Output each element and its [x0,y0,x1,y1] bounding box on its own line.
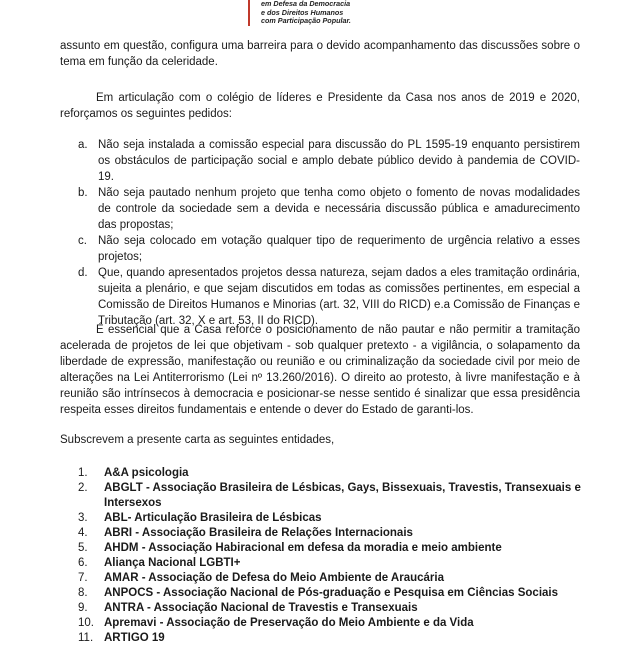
paragraph-top: assunto em questão, configura uma barreira para o devido acompanhamento das discussões sobre o tema em função da celeridade. [60,40,580,68]
entity-name: ABL- Articulação Brasileira de Lésbicas [104,512,322,524]
logo-mark [248,0,250,26]
request-text: Não seja instalada a comissão especial para discussão do PL 1595-19 enquanto persistirem os obstáculos de participação social e amplo debate público devido à pandemia de COVID-19. [98,139,580,183]
request-marker: c. [78,235,87,247]
request-text: Que, quando apresentados projetos dessa natureza, sejam dados a eles tramitação ordinária, sujeita a plenário, e que sejam discutidos em todas as comissões pertinentes, em especial a Comissão de Direitos Humanos e Minorias (art. 32, VIII do RICD) e.a Comissão de Finanças e Tributação (art. 32, X e art. 53, II do RICD). [98,267,580,327]
entity-number: 9. [78,602,88,614]
entity-number: 11. [78,632,94,644]
entity-number: 2. [78,482,88,494]
entity-item [78,526,598,541]
entity-name: ARTIGO 19 [104,632,165,644]
entity-number: 4. [78,527,88,539]
request-text: Não seja colocado em votação qualquer tipo de requerimento de urgência relativo a esses projetos; [98,235,580,263]
request-marker: a. [78,139,88,151]
request-marker: b. [78,187,88,199]
paragraph-intro: Em articulação com o colégio de líderes e Presidente da Casa nos anos de 2019 e 2020, reforçamos os seguintes pedidos: [60,92,580,120]
request-item [60,137,580,185]
entity-number: 8. [78,587,88,599]
entity-number: 3. [78,512,88,524]
request-list [60,137,580,329]
entity-name: ABGLT - Associação Brasileira de Lésbicas, Gays, Bissexuais, Travestis, Transexuais e Intersexos [104,482,581,509]
logo-line: e dos Direitos Humanos [261,7,344,17]
entity-item [78,601,598,616]
entity-item [78,481,598,511]
request-item [60,265,580,329]
entity-number: 10. [78,617,94,629]
entity-name: Apremavi - Associação de Preservação do Meio Ambiente e da Vida [104,617,474,629]
entity-item [78,571,598,586]
request-marker: d. [78,267,88,279]
request-item [60,185,580,233]
entity-name: Aliança Nacional LGBTI+ [104,557,241,569]
entity-name: ANPOCS - Associação Nacional de Pós-graduação e Pesquisa em Ciências Sociais [104,587,558,599]
entity-number: 6. [78,557,88,569]
entity-name: A&A psicologia [104,467,189,479]
logo-line: em Defesa da Democracia [261,0,351,8]
entity-item [78,556,598,571]
entity-item [78,586,598,601]
entity-name: ABRI - Associação Brasileira de Relações Internacionais [104,527,413,539]
paragraph-essential: É essencial que a Casa reforce o posicionamento de não pautar e não permitir a tramitação acelerada de projetos de lei que objetivam - sob qualquer pretexto - a vigilância, o solapamento da liberdade de expressão, manifestação ou reunião e ou criminalização da sociedade civil por meio de alterações na Lei Antiterrorismo (Lei nº 13.260/2016). O direito ao protesto, à livre manifestação e à reunião são intrínsecos à democracia e posicionar-se nesse sentido é sinalizar que essa presidência respeita esses direitos fundamentais e entende o dever do Estado de garanti-los. [60,324,580,416]
request-item [60,233,580,265]
entity-item [78,616,598,631]
entity-name: ANTRA - Associação Nacional de Travestis e Transexuais [104,602,418,614]
entity-item [78,466,598,481]
entity-item [78,511,598,526]
entity-name: AMAR - Associação de Defesa do Meio Ambiente de Araucária [104,572,444,584]
header-logo-text [261,0,401,26]
entity-number: 5. [78,542,88,554]
entity-item [78,541,598,556]
entity-name: AHDM - Associação Habiracional em defesa da moradia e meio ambiente [104,542,502,554]
request-text: Não seja pautado nenhum projeto que tenha como objeto o fomento de novas modalidades de controle da sociedade sem a devida e necessária discussão pública e amadurecimento das propostas; [98,187,580,231]
entity-item [78,631,598,646]
entity-number: 1. [78,467,88,479]
entity-list [78,466,598,646]
entity-number: 7. [78,572,88,584]
logo-line: com Participação Popular. [261,16,351,26]
paragraph-subscribe: Subscrevem a presente carta as seguintes entidades, [60,434,335,446]
